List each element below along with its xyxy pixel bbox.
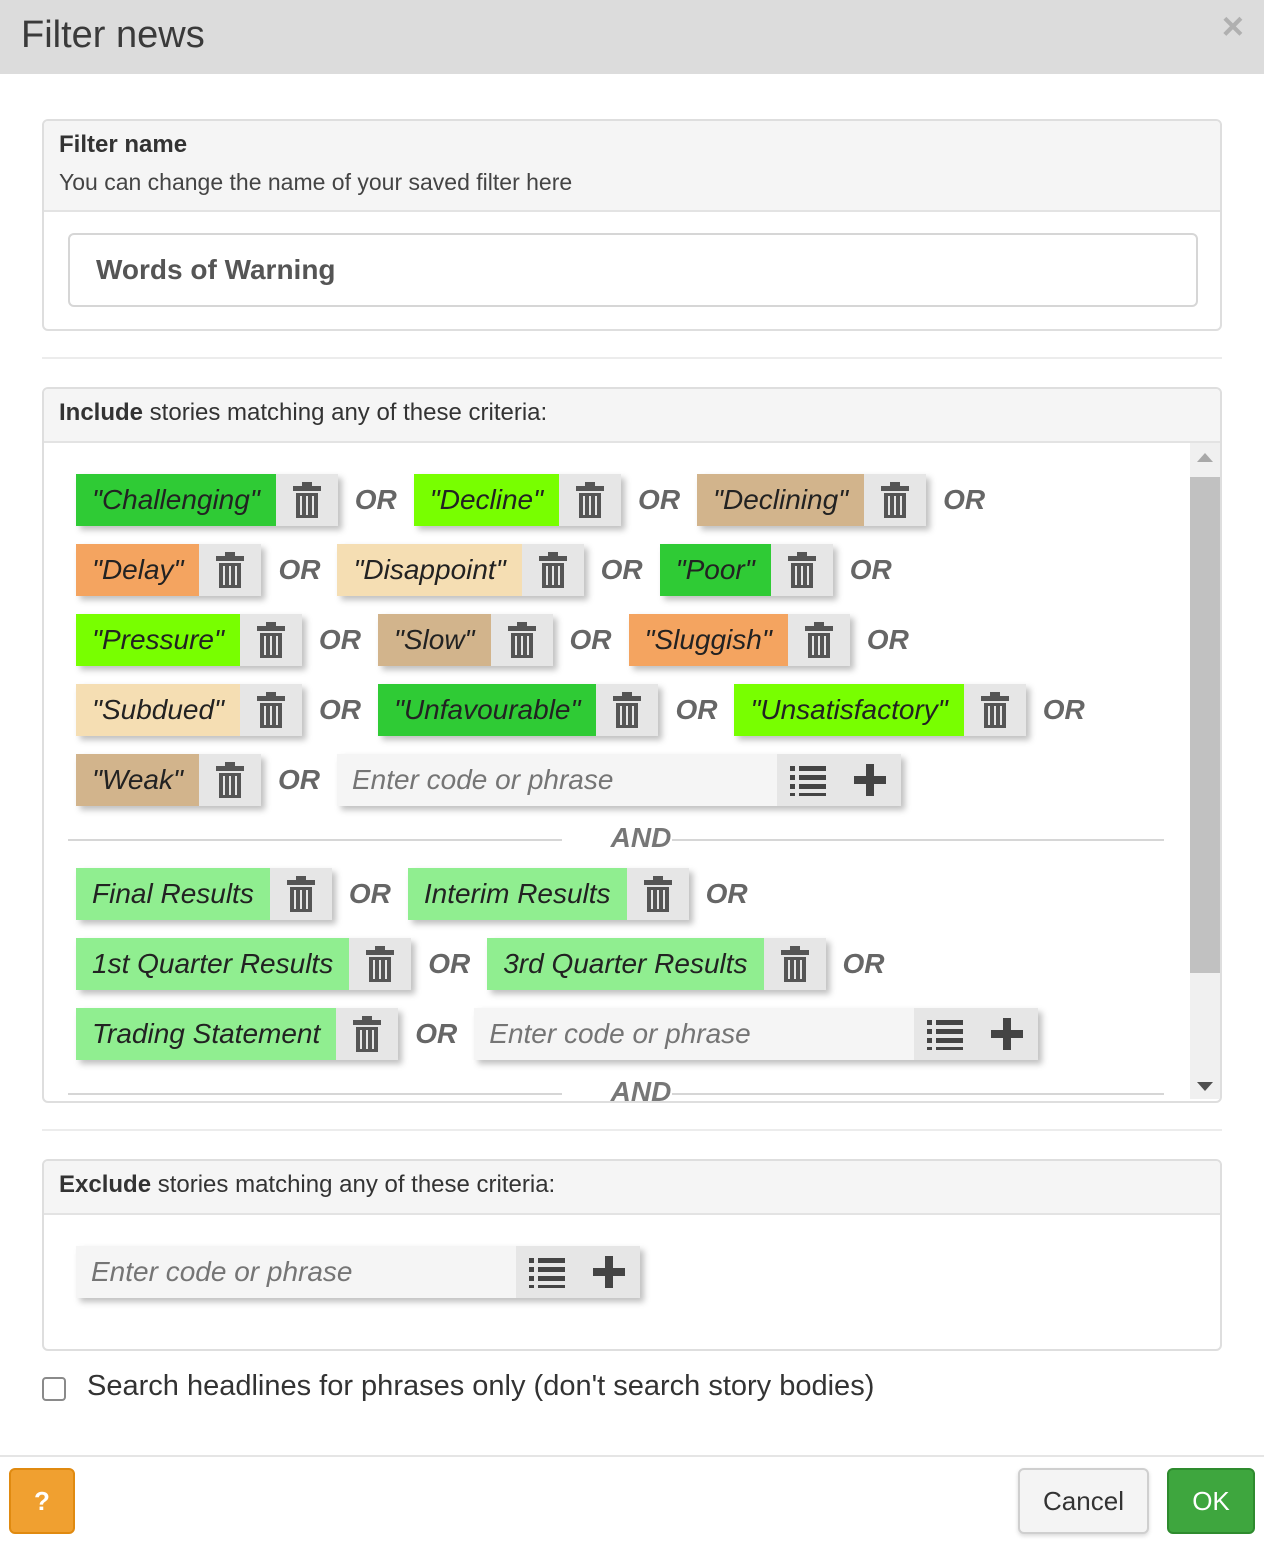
code-phrase-input[interactable] (337, 754, 777, 806)
criteria-tag (76, 754, 261, 806)
criteria-tag (408, 868, 689, 920)
criteria-row (76, 1245, 640, 1299)
or-label: OR (277, 764, 320, 795)
filter-name-description: You can change the name of your saved filter here (59, 169, 573, 195)
or-label: OR (278, 554, 321, 585)
code-phrase-entry (474, 1008, 1038, 1060)
delete-button[interactable] (771, 544, 833, 596)
include-panel (42, 387, 1222, 1103)
include-criteria-area (44, 443, 1220, 1103)
delete-button[interactable] (199, 754, 261, 806)
delete-button[interactable] (864, 474, 926, 526)
ok-button[interactable]: OK (1167, 1468, 1255, 1534)
divider (42, 357, 1222, 359)
or-label: OR (600, 554, 643, 585)
criteria-row (76, 1007, 1038, 1061)
delete-button[interactable] (349, 938, 411, 990)
dialog-title: Filter news (21, 14, 205, 56)
code-phrase-entry (337, 754, 901, 806)
or-label: OR (943, 484, 986, 515)
or-label: OR (569, 624, 612, 655)
scroll-up-icon[interactable] (1197, 453, 1213, 462)
criteria-tag (76, 938, 411, 990)
headlines-only-checkbox[interactable] (42, 1377, 66, 1401)
delete-button[interactable] (764, 938, 826, 990)
and-divider (68, 1076, 1164, 1103)
criteria-tag (378, 614, 553, 666)
include-heading-rest: stories matching any of these criteria: (143, 399, 548, 426)
code-phrase-entry (76, 1246, 640, 1298)
delete-button[interactable] (276, 474, 338, 526)
trash-icon (575, 482, 605, 518)
delete-button[interactable] (491, 614, 553, 666)
tag-label: "Subdued" (76, 684, 240, 736)
cancel-button[interactable]: Cancel (1018, 1468, 1149, 1534)
criteria-tag (414, 474, 621, 526)
criteria-row (76, 613, 926, 667)
criteria-tag (76, 474, 338, 526)
list-icon (529, 1256, 565, 1288)
criteria-row (76, 543, 909, 597)
delete-button[interactable] (627, 868, 689, 920)
criteria-tag (76, 868, 332, 920)
tag-label: "Declining" (697, 474, 864, 526)
trash-icon (365, 946, 395, 982)
filter-name-header (44, 121, 1220, 212)
plus-icon (991, 1018, 1023, 1050)
or-label: OR (1042, 694, 1085, 725)
or-label: OR (675, 694, 718, 725)
scroll-down-icon[interactable] (1197, 1082, 1213, 1091)
filter-name-panel (42, 119, 1222, 331)
criteria-tag (734, 684, 1025, 736)
or-label: OR (705, 878, 748, 909)
help-button[interactable]: ? (9, 1468, 75, 1534)
delete-button[interactable] (788, 614, 850, 666)
trash-icon (215, 552, 245, 588)
exclude-code-phrase-input[interactable] (76, 1246, 516, 1298)
tag-label: "Delay" (76, 544, 199, 596)
or-label: OR (428, 948, 471, 979)
scrollbar[interactable] (1190, 443, 1220, 1099)
add-button[interactable] (578, 1246, 640, 1298)
trash-icon (980, 692, 1010, 728)
filter-name-input[interactable] (68, 233, 1198, 307)
criteria-row (76, 753, 901, 807)
tag-label: "Unsatisfactory" (734, 684, 963, 736)
trash-icon (538, 552, 568, 588)
criteria-row (76, 683, 1102, 737)
close-icon[interactable]: × (1221, 6, 1244, 48)
criteria-tag (76, 1008, 398, 1060)
or-label: OR (318, 624, 361, 655)
trash-icon (787, 552, 817, 588)
or-label: OR (354, 484, 397, 515)
delete-button[interactable] (596, 684, 658, 736)
criteria-row (76, 473, 1002, 527)
trash-icon (352, 1016, 382, 1052)
trash-icon (804, 622, 834, 658)
exclude-header (44, 1161, 1220, 1215)
or-label: OR (842, 948, 885, 979)
criteria-row (76, 937, 902, 991)
delete-button[interactable] (964, 684, 1026, 736)
tag-label: "Challenging" (76, 474, 276, 526)
and-line (68, 839, 562, 841)
exclude-heading-bold: Exclude (59, 1171, 152, 1198)
tag-label: "Pressure" (76, 614, 240, 666)
trash-icon (215, 762, 245, 798)
criteria-tag (76, 684, 302, 736)
tag-label: "Sluggish" (629, 614, 788, 666)
trash-icon (612, 692, 642, 728)
trash-icon (292, 482, 322, 518)
tag-label: 3rd Quarter Results (487, 938, 763, 990)
criteria-row (76, 867, 765, 921)
tag-label: "Unfavourable" (378, 684, 596, 736)
footer-divider (0, 1455, 1264, 1457)
dialog-header (0, 0, 1264, 74)
tag-label: "Weak" (76, 754, 199, 806)
delete-button[interactable] (240, 684, 302, 736)
and-line (68, 1093, 562, 1095)
or-label: OR (849, 554, 892, 585)
code-phrase-input[interactable] (474, 1008, 914, 1060)
divider (42, 1129, 1222, 1131)
tag-label: 1st Quarter Results (76, 938, 349, 990)
tag-label: "Disappoint" (337, 544, 521, 596)
delete-button[interactable] (240, 614, 302, 666)
list-icon (790, 764, 826, 796)
delete-button[interactable] (522, 544, 584, 596)
headlines-only-label[interactable]: Search headlines for phrases only (don't search story bodies) (87, 1370, 875, 1402)
criteria-tag (697, 474, 926, 526)
trash-icon (286, 876, 316, 912)
and-divider (68, 822, 1164, 858)
trash-icon (880, 482, 910, 518)
criteria-tag (378, 684, 658, 736)
delete-button[interactable] (199, 544, 261, 596)
trash-icon (256, 692, 286, 728)
exclude-heading-rest: stories matching any of these criteria: (151, 1171, 556, 1198)
and-label: AND (610, 1076, 672, 1103)
add-button[interactable] (976, 1008, 1038, 1060)
delete-button[interactable] (336, 1008, 398, 1060)
list-button[interactable] (516, 1246, 578, 1298)
scrollbar-thumb[interactable] (1190, 477, 1220, 973)
tag-label: Final Results (76, 868, 270, 920)
tag-label: Interim Results (408, 868, 627, 920)
tag-label: "Poor" (660, 544, 771, 596)
list-button[interactable] (914, 1008, 976, 1060)
trash-icon (780, 946, 810, 982)
delete-button[interactable] (270, 868, 332, 920)
delete-button[interactable] (559, 474, 621, 526)
tag-label: "Slow" (378, 614, 491, 666)
include-heading-bold: Include (59, 399, 144, 426)
or-label: OR (638, 484, 681, 515)
and-line (672, 839, 1164, 841)
criteria-tag (76, 544, 261, 596)
plus-icon (854, 764, 886, 796)
criteria-tag (76, 614, 302, 666)
list-icon (927, 1018, 963, 1050)
filter-name-heading: Filter name (59, 131, 188, 158)
plus-icon (593, 1256, 625, 1288)
include-header (44, 389, 1220, 443)
or-label: OR (415, 1018, 458, 1049)
or-label: OR (348, 878, 391, 909)
add-button[interactable] (839, 754, 901, 806)
list-button[interactable] (777, 754, 839, 806)
tag-label: Trading Statement (76, 1008, 336, 1060)
tag-label: "Decline" (414, 474, 559, 526)
trash-icon (643, 876, 673, 912)
or-label: OR (866, 624, 909, 655)
or-label: OR (319, 694, 361, 725)
criteria-tag (337, 544, 583, 596)
exclude-panel (42, 1159, 1222, 1351)
criteria-tag (629, 614, 850, 666)
and-line (672, 1093, 1164, 1095)
trash-icon (507, 622, 537, 658)
criteria-tag (660, 544, 833, 596)
and-label: AND (610, 822, 672, 853)
trash-icon (256, 622, 286, 658)
criteria-tag (487, 938, 825, 990)
